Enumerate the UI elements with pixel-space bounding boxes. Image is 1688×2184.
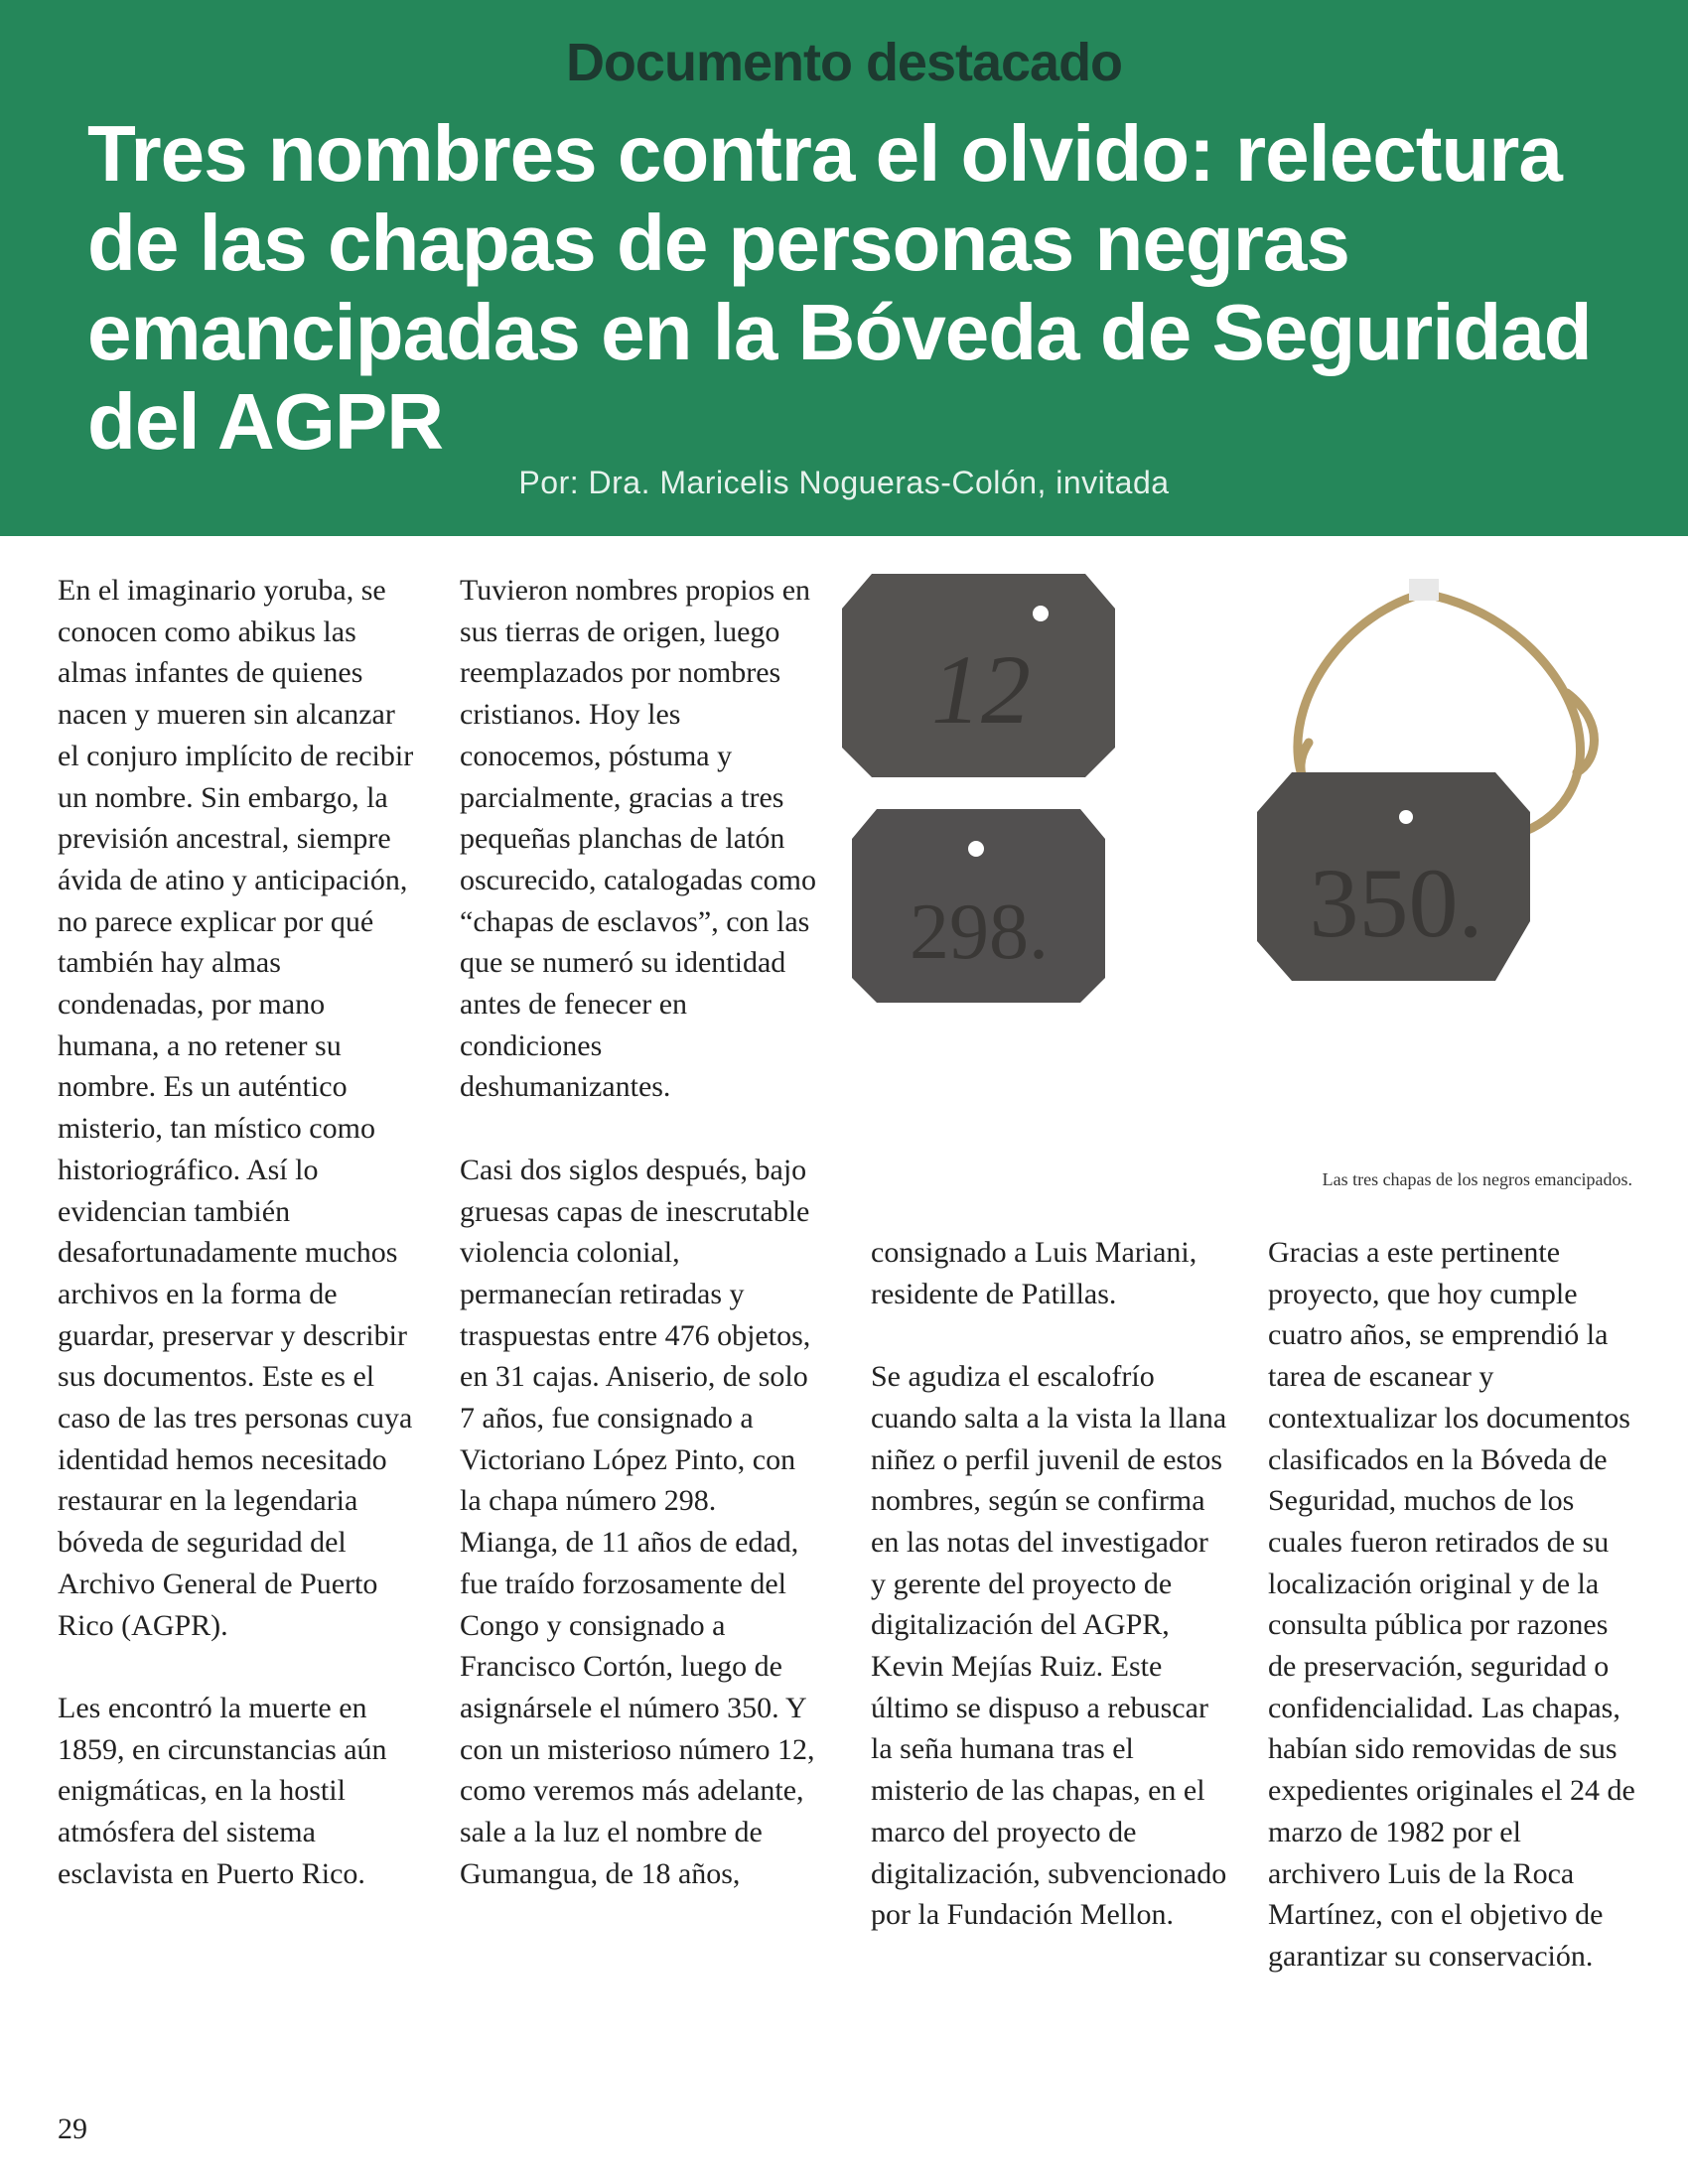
text-column-3 <box>871 1232 1228 1936</box>
section-kicker: Documento destacado <box>565 33 1123 92</box>
tag-number: 12 <box>931 634 1031 745</box>
slave-tags-photo <box>842 574 1646 1189</box>
rope-label-icon <box>1409 579 1439 601</box>
text-column-1 <box>58 570 415 1894</box>
tag-298 <box>852 809 1105 1003</box>
byline: Por: Dra. Maricelis Nogueras-Colón, invitada <box>518 465 1170 500</box>
article-title: Tres nombres contra el olvido: relectura de las chapas de personas negras emancipadas en la Bóveda de Seguridad del AGPR <box>87 109 1592 466</box>
tag-12 <box>842 574 1115 777</box>
paragraph: Tuvieron nombres propios en sus tierras de origen, luego reemplazados por nombres cristianos. Hoy les conocemos, póstuma y parcialmente, gracias a tres pequeñas planchas de latón oscurecido, catalogadas como “chapas de esclavos”, con las que se numeró su identidad antes de fenecer en condiciones deshumanizantes. <box>460 574 817 1104</box>
paragraph: Les encontró la muerte en 1859, en circunstancias aún enigmáticas, en la hostil atmósfera del sistema esclavista en Puerto Rico. <box>58 1691 387 1890</box>
paragraph: Gracias a este pertinente proyecto, que hoy cumple cuatro años, se emprendió la tarea de escanear y contextualizar los documentos clasificados en la Bóveda de Seguridad, muchos de los cuales fueron retirados de su localización original y de la consulta pública por razones de preservación, seguridad o confidencialidad. Las chapas, habían sido removidas de sus expedientes originales el 24 de marzo de 1982 por el archivero Luis de la Roca Martínez, con el objetivo de garantizar su conservación. <box>1268 1236 1635 1973</box>
tag-350 <box>1257 772 1530 981</box>
photo-caption: Las tres chapas de los negros emancipados. <box>1322 1169 1632 1189</box>
text-column-2 <box>460 570 817 1894</box>
paragraph: Se agudiza el escalofrío cuando salta a la vista la llana niñez o perfil juvenil de estos nombres, según se confirma en las notas del investigador y gerente del proyecto de digitalización del AGPR, Kevin Mejías Ruiz. Este último se dispuso a rebuscar la seña humana tras el misterio de las chapas, en el marco del proyecto de digitalización, subvencionado por la Fundación Mellon. <box>871 1360 1227 1932</box>
paragraph: consignado a Luis Mariani, residente de Patillas. <box>871 1236 1197 1310</box>
text-column-4 <box>1268 1232 1635 1978</box>
header-banner <box>0 0 1688 536</box>
paragraph: Casi dos siglos después, bajo gruesas capas de inescrutable violencia colonial, permanecían retiradas y traspuestas entre 476 objetos, en 31 cajas. Aniserio, de solo 7 años, fue consignado a Victoriano López Pinto, con la chapa número 298. Mianga, de 11 años de edad, fue traído forzosamente del Congo y consignado a Francisco Cortón, luego de asignársele el número 350. Y con un misterioso número 12, como veremos más adelante, sale a la luz el nombre de Gumangua, de 18 años, <box>460 1153 815 1890</box>
paragraph: En el imaginario yoruba, se conocen como abikus las almas infantes de quienes nacen y mueren sin alcanzar el conjuro implícito de recibir un nombre. Sin embargo, la previsión ancestral, siempre ávida de atino y anticipación, no parece explicar por qué también hay almas condenadas, por mano humana, a no retener su nombre. Es un auténtico misterio, tan místico como historiográfico. Así lo evidencian también desafortunadamente muchos archivos en la forma de guardar, preservar y describir sus documentos. Este es el caso de las tres personas cuya identidad hemos necesitado restaurar en la legendaria bóveda de seguridad del Archivo General de Puerto Rico (AGPR). <box>58 574 414 1642</box>
tag-number: 350. <box>1309 848 1483 958</box>
page-number: 29 <box>58 2113 87 2145</box>
tag-number: 298. <box>910 888 1049 976</box>
